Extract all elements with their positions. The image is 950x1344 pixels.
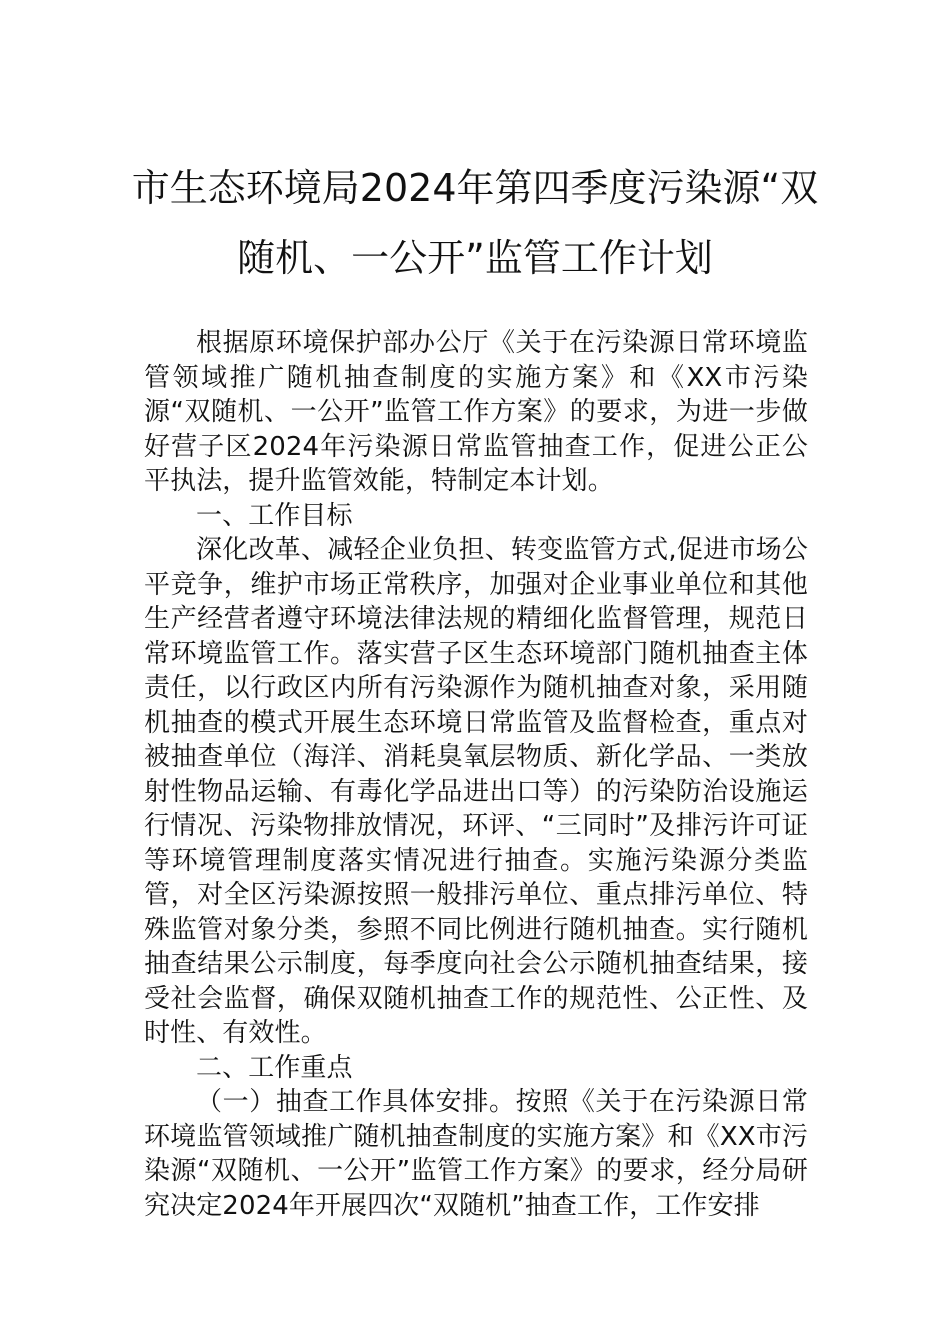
section-heading-focus: 二、工作重点 (196, 1052, 353, 1083)
focus-paragraph: （一）抽查工作具体安排。按照《关于在污染源日常环境监管领域推广随机抽查制度的实施方案》和《XX市污染源“双随机、一公开”监管工作方案》的要求，经分局研究决定2024年开展四次“双随机”抽查工作，工作安排 (144, 1087, 808, 1221)
goals-paragraph: 深化改革、减轻企业负担、转变监管方式,促进市场公平竞争，维护市场正常秩序，加强对企业事业单位和其他生产经营者遵守环境法律法规的精细化监督管理，规范日常环境监管工作。落实营子区生态环境部门随机抽查主体责任，以行政区内所有污染源作为随机抽查对象，采用随机抽查的模式开展生态环境日常监管及监督检查，重点对被抽查单位（海洋、消耗臭氧层物质、新化学品、一类放射性物品运输、有毒化学品进出口等）的污染防治设施运行情况、污染物排放情况，环评、“三同时”及排污许可证等环境管理制度落实情况进行抽查。实施污染源分类监管，对全区污染源按照一般排污单位、重点排污单位、特殊监管对象分类，参照不同比例进行随机抽查。实行随机抽查结果公示制度，每季度向社会公示随机抽查结果，接受社会监督，确保双随机抽查工作的规范性、公正性、及时性、有效性。 (144, 535, 808, 1048)
section-heading-goals: 一、工作目标 (196, 500, 353, 531)
document-title-line-2: 随机、一公开”监管工作计划 (237, 236, 713, 280)
intro-paragraph: 根据原环境保护部办公厅《关于在污染源日常环境监管领域推广随机抽查制度的实施方案》和《XX市污染源“双随机、一公开”监管工作方案》的要求，为进一步做好营子区2024年污染源日常监管抽查工作，促进公正公平执法，提升监管效能，特制定本计划。 (144, 328, 808, 496)
document-body (144, 326, 808, 1223)
document-title-line-1: 市生态环境局2024年第四季度污染源“双 (131, 166, 819, 210)
